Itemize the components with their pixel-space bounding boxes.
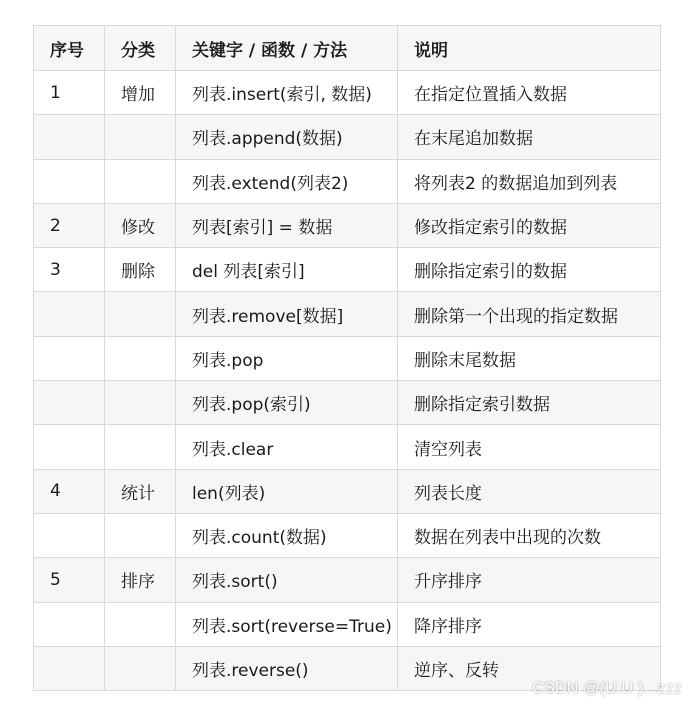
row-number-cell: 1	[34, 71, 105, 115]
table-row	[34, 159, 661, 203]
row-function-cell: 列表.sort(reverse=True)	[176, 602, 398, 646]
row-number-cell: 3	[34, 248, 105, 292]
row-category-cell	[105, 381, 176, 425]
row-number-cell	[34, 425, 105, 469]
row-number-cell	[34, 292, 105, 336]
table-row	[34, 425, 661, 469]
row-number-cell: 2	[34, 203, 105, 247]
table-row	[34, 558, 661, 602]
row-category-cell	[105, 292, 176, 336]
row-category-cell	[105, 602, 176, 646]
row-description-cell: 删除指定索引的数据	[398, 248, 661, 292]
row-number-cell	[34, 602, 105, 646]
row-category-cell	[105, 513, 176, 557]
row-category-cell	[105, 425, 176, 469]
row-category-cell	[105, 115, 176, 159]
row-number-cell	[34, 159, 105, 203]
table-row	[34, 115, 661, 159]
row-function-cell: 列表.append(数据)	[176, 115, 398, 159]
row-description-cell: 修改指定索引的数据	[398, 203, 661, 247]
row-description-cell: 删除指定索引数据	[398, 381, 661, 425]
row-function-cell: 列表.count(数据)	[176, 513, 398, 557]
row-description-cell: 将列表2 的数据追加到列表	[398, 159, 661, 203]
header-category: 分类	[105, 26, 176, 71]
row-function-cell: 列表[索引] = 数据	[176, 203, 398, 247]
table-row	[34, 336, 661, 380]
table-header-row	[34, 26, 661, 71]
row-description-cell: 列表长度	[398, 469, 661, 513]
table-row	[34, 71, 661, 115]
row-number-cell: 4	[34, 469, 105, 513]
row-function-cell: 列表.pop	[176, 336, 398, 380]
row-function-cell: 列表.pop(索引)	[176, 381, 398, 425]
row-description-cell: 在末尾追加数据	[398, 115, 661, 159]
row-function-cell: 列表.sort()	[176, 558, 398, 602]
row-description-cell: 升序排序	[398, 558, 661, 602]
table-row	[34, 513, 661, 557]
watermark: CSDN @(U.U )...zzz	[532, 680, 682, 697]
row-description-cell: 删除末尾数据	[398, 336, 661, 380]
row-description-cell: 数据在列表中出现的次数	[398, 513, 661, 557]
row-category-cell: 删除	[105, 248, 176, 292]
row-category-cell	[105, 646, 176, 690]
row-description-cell: 降序排序	[398, 602, 661, 646]
table-row	[34, 602, 661, 646]
row-function-cell: 列表.reverse()	[176, 646, 398, 690]
row-number-cell	[34, 646, 105, 690]
row-category-cell	[105, 159, 176, 203]
row-function-cell: 列表.extend(列表2)	[176, 159, 398, 203]
header-description: 说明	[398, 26, 661, 71]
row-number-cell: 5	[34, 558, 105, 602]
row-description-cell: 清空列表	[398, 425, 661, 469]
table-row	[34, 248, 661, 292]
row-category-cell	[105, 336, 176, 380]
row-description-cell: 逆序、反转	[398, 646, 661, 690]
row-function-cell: 列表.remove[数据]	[176, 292, 398, 336]
row-category-cell: 修改	[105, 203, 176, 247]
header-function: 关键字 / 函数 / 方法	[176, 26, 398, 71]
row-number-cell	[34, 115, 105, 159]
row-category-cell: 统计	[105, 469, 176, 513]
list-methods-table	[33, 25, 661, 691]
row-description-cell: 在指定位置插入数据	[398, 71, 661, 115]
row-function-cell: 列表.insert(索引, 数据)	[176, 71, 398, 115]
table-row	[34, 203, 661, 247]
row-category-cell: 排序	[105, 558, 176, 602]
row-function-cell: len(列表)	[176, 469, 398, 513]
table-body	[34, 71, 661, 691]
table-row	[34, 292, 661, 336]
row-description-cell: 删除第一个出现的指定数据	[398, 292, 661, 336]
row-number-cell	[34, 336, 105, 380]
row-category-cell: 增加	[105, 71, 176, 115]
row-number-cell	[34, 513, 105, 557]
table-row	[34, 381, 661, 425]
table-row	[34, 469, 661, 513]
header-number: 序号	[34, 26, 105, 71]
row-number-cell	[34, 381, 105, 425]
row-function-cell: 列表.clear	[176, 425, 398, 469]
row-function-cell: del 列表[索引]	[176, 248, 398, 292]
